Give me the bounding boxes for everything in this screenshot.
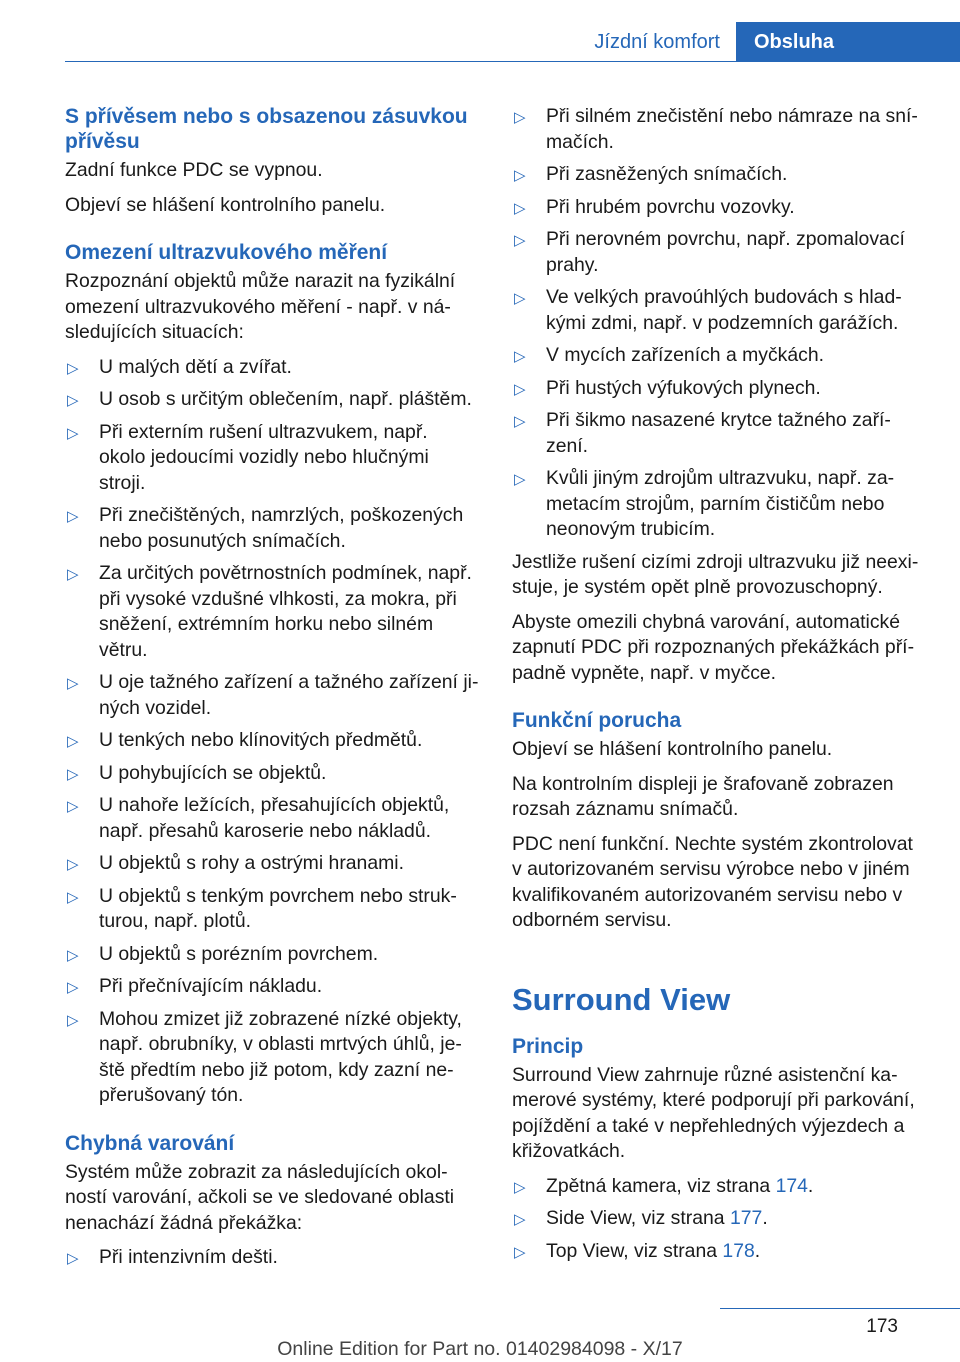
list-item bbox=[65, 1245, 479, 1271]
page-link[interactable]: 178 bbox=[722, 1239, 755, 1262]
paragraph-fault-2: Na kontrolním displeji je šrafovaně zobrazen rozsah záznamu snímačů. bbox=[512, 772, 894, 820]
list-item-end: . bbox=[807, 1174, 814, 1197]
header-tabs bbox=[578, 22, 960, 62]
list-item bbox=[65, 1007, 479, 1109]
list-item-text: U oje tažného zařízení a tažného zařízení jiných vozidel. bbox=[99, 671, 479, 719]
false-warnings-list-continued bbox=[512, 104, 926, 543]
list-item bbox=[512, 1206, 926, 1232]
list-item-text: Top View, viz strana bbox=[546, 1239, 723, 1262]
triangle-right-icon: ▷ bbox=[67, 566, 79, 583]
list-item-text: Side View, viz strana bbox=[546, 1207, 730, 1229]
paragraph-fault-1: Objeví se hlášení kontrolního panelu. bbox=[512, 738, 833, 760]
list-item-text: U nahoře ležících, přesahujících objektů, např. přesahů karoserie nebo nákladů. bbox=[99, 794, 450, 842]
triangle-right-icon: ▷ bbox=[67, 733, 79, 750]
triangle-right-icon: ▷ bbox=[67, 392, 79, 409]
list-item bbox=[65, 561, 479, 663]
list-item-text: Při hrubém povrchu vozovky. bbox=[546, 195, 795, 218]
triangle-right-icon: ▷ bbox=[514, 232, 526, 249]
paragraph-fault-3: PDC není funkční. Nechte systém zkontrolovat v autorizovaném servisu výrobce nebo v jiném kvalifikovaném autorizovaném servisu nebo v odborném servisu. bbox=[512, 832, 913, 931]
page-link[interactable]: 174 bbox=[775, 1174, 808, 1197]
triangle-right-icon: ▷ bbox=[514, 109, 526, 126]
right-column bbox=[512, 104, 926, 1271]
triangle-right-icon: ▷ bbox=[514, 290, 526, 307]
camera-links-list bbox=[512, 1174, 926, 1265]
list-item bbox=[65, 942, 479, 968]
triangle-right-icon: ▷ bbox=[514, 167, 526, 184]
paragraph-limits: Rozpoznání objektů může narazit na fyzikální omezení ultrazvukového měření - např. v následujících situacích: bbox=[65, 270, 456, 343]
heading-false-warnings: Chybná varování bbox=[65, 1131, 235, 1155]
heading-fault: Funkční porucha bbox=[512, 709, 682, 732]
limits-list bbox=[65, 355, 479, 1109]
triangle-right-icon: ▷ bbox=[67, 508, 79, 525]
list-item-text: V mycích zařízeních a myčkách. bbox=[546, 344, 825, 366]
page-link[interactable]: 177 bbox=[729, 1207, 763, 1229]
list-item bbox=[65, 355, 479, 381]
triangle-right-icon: ▷ bbox=[67, 765, 79, 783]
list-item bbox=[65, 884, 479, 935]
chapter-tab[interactable]: Obsluha bbox=[736, 22, 960, 62]
triangle-right-icon: ▷ bbox=[67, 979, 79, 996]
list-item bbox=[65, 503, 479, 554]
list-item-text: U objektů s tenkým povrchem nebo strukturou, např. plotů. bbox=[99, 884, 457, 932]
list-item bbox=[65, 974, 479, 1000]
triangle-right-icon: ▷ bbox=[514, 380, 526, 398]
list-item-end: . bbox=[754, 1239, 761, 1262]
triangle-right-icon: ▷ bbox=[514, 1178, 526, 1196]
list-item-text: Při šikmo nasazené krytce tažného zařízení. bbox=[546, 409, 891, 457]
list-item-text: Při hustých výfukových plynech. bbox=[546, 376, 821, 399]
heading-surround-view: Surround View bbox=[512, 981, 731, 1017]
paragraph-principle: Surround View zahrnuje různé asistenční kamerové systémy, které podporují při parkování, pojíždění a také v nepřehledných výjezdech a křižovatkách. bbox=[512, 1063, 915, 1162]
list-item bbox=[65, 851, 479, 877]
triangle-right-icon: ▷ bbox=[514, 348, 526, 365]
triangle-right-icon: ▷ bbox=[514, 471, 526, 488]
list-item bbox=[512, 227, 926, 278]
triangle-right-icon: ▷ bbox=[67, 946, 79, 964]
left-column bbox=[65, 104, 479, 1278]
list-item bbox=[512, 1239, 926, 1265]
triangle-right-icon: ▷ bbox=[514, 199, 526, 217]
list-item bbox=[512, 408, 926, 459]
list-item bbox=[65, 387, 479, 413]
list-item-text: U malých dětí a zvířat. bbox=[99, 355, 292, 378]
list-item-text: Při nerovném povrchu, např. zpomalovací prahy. bbox=[546, 228, 905, 276]
paragraph-after-1: Jestliže rušení cizími zdroji ultrazvuku již neexistuje, je systém opět plně provozuschopný. bbox=[512, 550, 919, 598]
list-item-text: Při znečištěných, namrzlých, poškozených nebo posunutých snímačích. bbox=[99, 504, 464, 552]
page-number: 173 bbox=[866, 1316, 898, 1337]
list-item bbox=[65, 793, 479, 844]
list-item-text: U objektů s rohy a ostrými hranami. bbox=[99, 852, 404, 874]
list-item-text: U osob s určitým oblečením, např. pláštěm. bbox=[99, 388, 472, 410]
paragraph-trailer-2: Objeví se hlášení kontrolního panelu. bbox=[65, 193, 386, 216]
triangle-right-icon: ▷ bbox=[514, 1211, 526, 1228]
list-item-text: Kvůli jiným zdrojům ultrazvuku, např. zametacím strojům, parním čističům nebo neonovým trubicím. bbox=[546, 467, 895, 540]
list-item-text: Při intenzivním dešti. bbox=[99, 1246, 278, 1268]
paragraph-after-2: Abyste omezili chybná varování, automatické zapnutí PDC při rozpoznaných překážkách případně vypněte, např. v myčce. bbox=[512, 610, 915, 684]
list-item-end: . bbox=[762, 1207, 768, 1229]
false-warnings-list bbox=[65, 1245, 479, 1271]
list-item bbox=[512, 466, 926, 543]
list-item-text: Při silném znečistění nebo námraze na snímačích. bbox=[546, 105, 918, 153]
heading-limits: Omezení ultrazvukového měření bbox=[65, 241, 388, 264]
heading-trailer: S přívěsem nebo s obsazenou zásuvkou přívěsu bbox=[65, 105, 468, 153]
paragraph-trailer-1: Zadní funkce PDC se vypnou. bbox=[65, 159, 323, 181]
list-item bbox=[512, 1174, 926, 1200]
triangle-right-icon: ▷ bbox=[67, 856, 79, 873]
list-item bbox=[512, 162, 926, 188]
paragraph-false-warnings: Systém může zobrazit za následujících okolností varování, ačkoli se ve sledované oblasti nenachází žádná překážka: bbox=[65, 1160, 455, 1234]
list-item bbox=[65, 728, 479, 754]
list-item-text: Zpětná kamera, viz strana bbox=[546, 1174, 776, 1197]
list-item-text: Při přečnívajícím nákladu. bbox=[99, 975, 323, 997]
triangle-right-icon: ▷ bbox=[67, 1011, 79, 1029]
triangle-right-icon: ▷ bbox=[67, 675, 79, 692]
list-item-text: U objektů s porézním povrchem. bbox=[99, 942, 379, 965]
list-item bbox=[65, 670, 479, 721]
list-item-text: Ve velkých pravoúhlých budovách s hladkými zdmi, např. v podzemních garážích. bbox=[546, 286, 902, 334]
triangle-right-icon: ▷ bbox=[67, 359, 79, 377]
triangle-right-icon: ▷ bbox=[514, 413, 526, 430]
triangle-right-icon: ▷ bbox=[67, 798, 79, 815]
list-item-text: Při externím rušení ultrazvukem, např. okolo jedoucími vozidly nebo hlučnými stroji. bbox=[99, 420, 429, 494]
footer-rule bbox=[720, 1308, 960, 1309]
list-item bbox=[512, 376, 926, 402]
list-item bbox=[512, 285, 926, 336]
heading-principle: Princip bbox=[512, 1034, 584, 1058]
triangle-right-icon: ▷ bbox=[67, 424, 79, 442]
list-item-text: Za určitých povětrnostních podmínek, např. při vysoké vzdušné vlhkosti, za mokra, při sněžení, extrémním horku nebo silném větru. bbox=[99, 562, 472, 661]
header-rule bbox=[65, 61, 960, 62]
list-item-text: U pohybujících se objektů. bbox=[99, 761, 327, 784]
triangle-right-icon: ▷ bbox=[67, 888, 79, 906]
list-item bbox=[512, 195, 926, 221]
list-item-text: Při zasněžených snímačích. bbox=[546, 163, 788, 185]
edition-footer: Online Edition for Part no. 01402984098 - X/17 bbox=[277, 1338, 683, 1360]
list-item-text: Mohou zmizet již zobrazené nízké objekty, např. obrubníky, v oblasti mrtvých úhlů, ještě předtím nebo již potom, kdy zazní nepřerušovaný tón. bbox=[99, 1007, 462, 1106]
section-tab[interactable]: Jízdní komfort bbox=[594, 31, 720, 53]
list-item bbox=[65, 761, 479, 787]
list-item bbox=[512, 104, 926, 155]
triangle-right-icon: ▷ bbox=[67, 1250, 79, 1267]
list-item bbox=[512, 343, 926, 369]
list-item-text: U tenkých nebo klínovitých předmětů. bbox=[99, 729, 423, 751]
list-item bbox=[65, 420, 479, 497]
triangle-right-icon: ▷ bbox=[514, 1243, 526, 1261]
